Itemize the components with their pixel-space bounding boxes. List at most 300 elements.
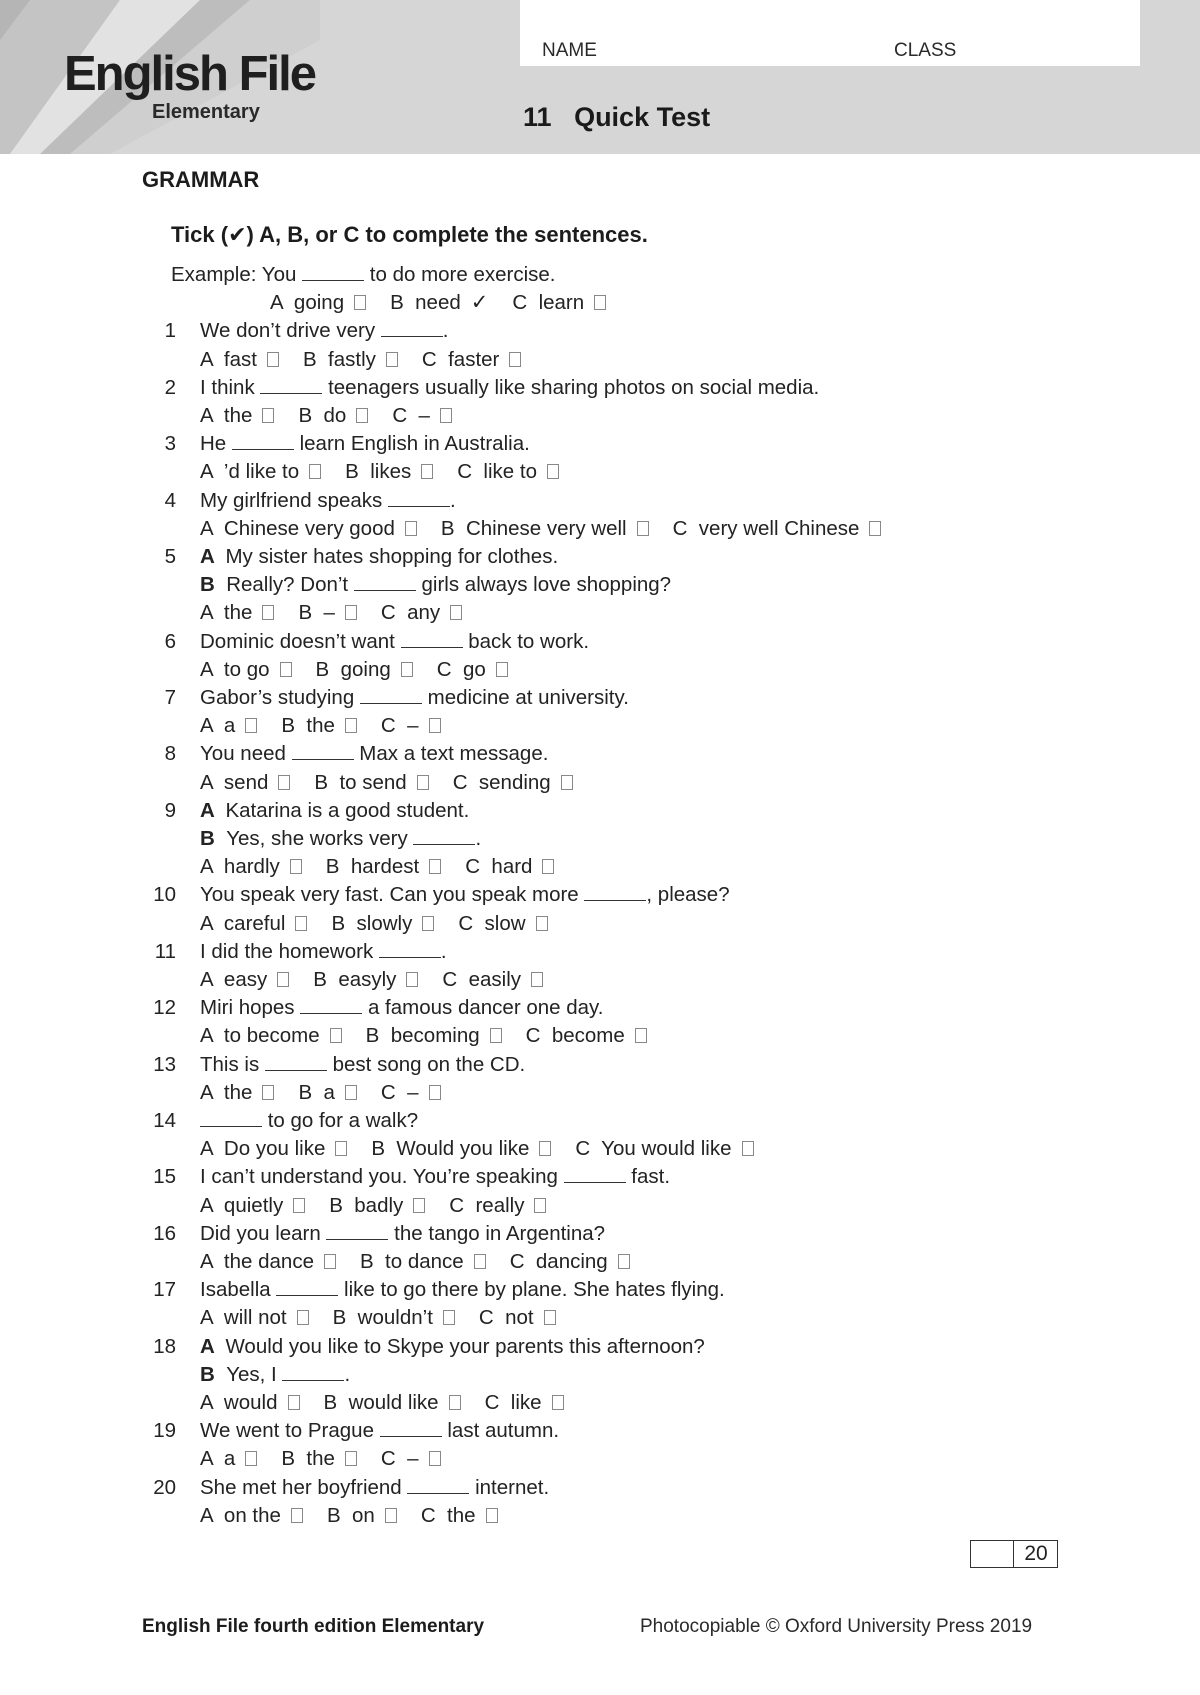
question-number: 20 <box>153 1475 176 1499</box>
question-12-option-a[interactable] <box>200 1024 342 1047</box>
option-label: B Would you like <box>371 1137 530 1161</box>
sentence-text: Really? Don’t <box>226 573 354 597</box>
checkbox[interactable] <box>421 464 433 479</box>
answer-gap <box>260 376 322 394</box>
checkbox[interactable] <box>293 1198 305 1213</box>
question-8-options <box>200 771 597 795</box>
question-8-option-b[interactable] <box>314 771 428 794</box>
question-8-option-c[interactable] <box>453 771 573 794</box>
speaker-label: B <box>200 1362 227 1386</box>
option-label: B going <box>315 657 391 681</box>
answer-gap <box>354 573 416 591</box>
sentence-text: . <box>475 827 482 850</box>
option-label: A ’d like to <box>200 460 300 484</box>
brand-logo <box>64 47 315 124</box>
question-10-option-c[interactable] <box>458 912 547 935</box>
sentence-text: medicine at university. <box>421 686 629 709</box>
question-17-sentence <box>200 1278 725 1302</box>
question-12-sentence <box>200 996 603 1020</box>
question-4-option-c[interactable] <box>673 517 882 540</box>
checkbox[interactable] <box>386 352 398 367</box>
checkbox[interactable] <box>309 464 321 479</box>
option-label: B hardest <box>325 855 420 879</box>
checkbox[interactable] <box>288 1395 300 1410</box>
question-12-option-c[interactable] <box>526 1024 647 1047</box>
option-label: A a <box>200 714 236 738</box>
option-label: C become <box>525 1024 625 1048</box>
option-label: C – <box>380 714 419 738</box>
sentence-text: back to work. <box>462 629 590 653</box>
answer-gap <box>407 1476 469 1494</box>
checkbox[interactable] <box>290 859 302 874</box>
question-16-option-b[interactable] <box>360 1250 486 1273</box>
sentence-text: , please? <box>646 883 730 907</box>
option-label: A hardly <box>200 855 280 879</box>
option-label: B likes <box>345 460 412 484</box>
question-10-sentence <box>200 883 730 907</box>
question-14-option-a[interactable] <box>200 1137 347 1160</box>
footer-edition: English File fourth edition Elementary <box>142 1616 485 1637</box>
checkbox[interactable] <box>429 1085 441 1100</box>
speaker-label: A <box>200 798 226 822</box>
option-label: B – <box>298 601 335 625</box>
answer-gap <box>232 432 294 450</box>
question-4-option-b[interactable] <box>441 517 649 540</box>
checkbox[interactable] <box>262 408 274 423</box>
example-option-a[interactable] <box>270 291 366 314</box>
question-14-sentence <box>200 1109 418 1133</box>
question-6-option-a[interactable] <box>200 658 292 681</box>
question-11-option-c[interactable] <box>442 968 543 991</box>
option-label: C the <box>420 1503 476 1527</box>
checkbox[interactable] <box>618 1254 630 1269</box>
question-number: 14 <box>153 1109 176 1132</box>
sentence-text: learn English in Australia. <box>293 432 530 456</box>
question-13-sentence <box>200 1053 525 1077</box>
option-label: C dancing <box>509 1250 608 1273</box>
question-number: 9 <box>164 798 176 822</box>
answer-gap <box>292 742 354 760</box>
question-20-option-a[interactable] <box>200 1504 303 1527</box>
checkbox[interactable] <box>542 859 554 874</box>
checkbox[interactable] <box>490 1028 502 1043</box>
checkbox[interactable] <box>295 916 307 931</box>
sentence-text: internet. <box>469 1475 550 1499</box>
test-number: 11 <box>523 102 552 132</box>
sentence-text: We don’t drive very <box>200 319 381 343</box>
sentence-text: . <box>442 319 449 343</box>
checkbox[interactable] <box>429 859 441 874</box>
answer-gap <box>381 319 443 337</box>
checkbox[interactable] <box>291 1508 303 1523</box>
checkbox[interactable] <box>413 1198 425 1213</box>
question-11-sentence <box>200 940 447 964</box>
question-5-sentence <box>200 573 671 597</box>
option-label: A the dance <box>200 1250 314 1273</box>
question-4-sentence <box>200 489 456 513</box>
question-2-options <box>200 404 476 428</box>
checkbox[interactable] <box>277 972 289 987</box>
question-14-option-b[interactable] <box>371 1137 551 1160</box>
option-label: A will not <box>200 1306 287 1330</box>
question-4-option-a[interactable] <box>200 517 417 540</box>
question-number: 3 <box>164 432 176 456</box>
page-header <box>0 0 1200 154</box>
answer-gap <box>276 1278 338 1296</box>
sentence-text: to go for a walk? <box>262 1109 419 1132</box>
question-19-option-b[interactable] <box>281 1447 357 1470</box>
sentence-text: I can’t understand you. You’re speaking <box>200 1165 564 1189</box>
question-number: 17 <box>153 1278 176 1302</box>
score-box <box>970 1540 1058 1568</box>
option-label: B would like <box>323 1391 439 1414</box>
question-18-option-b[interactable] <box>324 1391 461 1414</box>
option-label: C very well Chinese <box>672 516 860 540</box>
sentence-text: You speak very fast. Can you speak more <box>200 883 585 907</box>
question-6-option-b[interactable] <box>316 658 413 681</box>
question-17-option-c[interactable] <box>479 1306 556 1329</box>
sentence-text: a famous dancer one day. <box>362 996 604 1020</box>
question-5-option-a[interactable] <box>200 601 274 624</box>
question-11-option-a[interactable] <box>200 968 289 991</box>
checkbox[interactable] <box>561 775 573 790</box>
checkbox[interactable] <box>406 972 418 987</box>
checkbox[interactable] <box>539 1141 551 1156</box>
checkbox[interactable] <box>297 1310 309 1325</box>
option-label: B becoming <box>365 1024 480 1048</box>
answer-gap <box>326 1222 388 1240</box>
sentence-text: like to go there by plane. She hates flying. <box>338 1278 725 1302</box>
example-option-b[interactable] <box>390 291 488 314</box>
option-label: C slow <box>458 911 526 935</box>
sentence-text: Miri hopes <box>200 996 301 1020</box>
question-number: 8 <box>164 742 176 766</box>
question-number: 11 <box>154 939 176 963</box>
checkbox[interactable] <box>869 521 881 536</box>
speaker-label: B <box>200 573 227 597</box>
checkbox[interactable] <box>422 916 434 931</box>
question-13-option-a[interactable] <box>200 1081 274 1104</box>
question-17-option-a[interactable] <box>200 1306 309 1329</box>
checkbox[interactable] <box>449 1395 461 1410</box>
sentence-text: . <box>344 1362 351 1386</box>
option-label: A to become <box>200 1024 320 1048</box>
checkbox[interactable] <box>267 352 279 367</box>
checkbox[interactable] <box>356 408 368 423</box>
question-1-options <box>200 348 545 372</box>
speaker-label: A <box>200 1334 226 1358</box>
option-label: A easy <box>200 968 268 991</box>
checkbox[interactable] <box>417 775 429 790</box>
option-label: A to go <box>200 657 270 681</box>
question-20-option-c[interactable] <box>421 1504 498 1527</box>
option-label: B the <box>281 1447 335 1471</box>
sentence-text: She met her boyfriend <box>200 1475 408 1499</box>
question-7-option-a[interactable] <box>200 714 257 737</box>
checkbox[interactable] <box>262 605 274 620</box>
checkbox[interactable] <box>245 718 257 733</box>
brand-level: Elementary <box>152 101 260 123</box>
question-17-options <box>200 1306 580 1330</box>
option-label: A the <box>200 404 253 427</box>
checkbox[interactable] <box>531 972 543 987</box>
question-5-options <box>200 601 486 625</box>
checkbox[interactable] <box>474 1254 486 1269</box>
sentence-text: Katarina is a good student. <box>225 798 470 822</box>
sentence-text: He <box>200 432 232 456</box>
checkbox[interactable] <box>486 1508 498 1523</box>
question-number: 13 <box>153 1052 176 1076</box>
answer-gap <box>388 489 450 507</box>
checkbox[interactable] <box>385 1508 397 1523</box>
example-option-c[interactable] <box>512 291 606 314</box>
option-label: B the <box>281 714 335 738</box>
sentence-text: We went to Prague <box>200 1419 380 1443</box>
question-20-sentence <box>200 1476 549 1500</box>
question-1-sentence <box>200 319 448 343</box>
answer-gap <box>379 940 441 958</box>
example-text: to do more exercise. <box>364 263 556 286</box>
option-label: A a <box>200 1447 236 1471</box>
question-8-option-a[interactable] <box>200 771 290 794</box>
checkbox[interactable] <box>405 521 417 536</box>
question-4-options <box>200 517 905 541</box>
option-label: A the <box>200 601 253 625</box>
question-19-sentence <box>200 1419 559 1443</box>
sentence-text: fast. <box>625 1165 671 1189</box>
option-label: C – <box>392 404 430 427</box>
option-label: A Chinese very good <box>200 516 395 540</box>
question-5-option-b[interactable] <box>298 601 356 624</box>
example-text: Example: You <box>171 263 303 286</box>
sentence-text: You need <box>200 742 292 766</box>
question-16-options <box>200 1250 654 1274</box>
question-3-option-b[interactable] <box>345 460 433 483</box>
question-9-option-c[interactable] <box>465 855 554 878</box>
question-10-option-b[interactable] <box>331 912 434 935</box>
sentence-text: Gabor’s studying <box>200 686 360 709</box>
option-label: C You would like <box>575 1137 732 1161</box>
score-total: 20 <box>1024 1542 1048 1565</box>
section-title: GRAMMAR <box>142 167 260 192</box>
checkbox[interactable] <box>534 1198 546 1213</box>
checkbox[interactable] <box>245 1451 257 1466</box>
instruction: Tick (✔) A, B, or C to complete the sentences. <box>171 222 648 247</box>
question-9-sentence <box>200 799 469 823</box>
question-number: 18 <box>153 1334 176 1358</box>
question-number: 12 <box>153 996 176 1020</box>
question-18-sentence <box>200 1363 350 1387</box>
option-label: B slowly <box>331 911 413 935</box>
question-5-option-c[interactable] <box>381 601 462 624</box>
question-2-option-c[interactable] <box>392 404 452 427</box>
score-entry-field[interactable] <box>971 1541 1014 1567</box>
checkbox[interactable] <box>401 662 413 677</box>
question-18-options <box>200 1391 588 1415</box>
option-label: C like <box>484 1391 542 1414</box>
option-label: A send <box>200 770 269 794</box>
question-15-option-a[interactable] <box>200 1194 305 1217</box>
question-3-option-a[interactable] <box>200 460 321 483</box>
question-6-sentence <box>200 630 589 654</box>
checkbox[interactable] <box>429 718 441 733</box>
example-gap <box>302 263 364 281</box>
sentence-text: best song on the CD. <box>326 1052 526 1076</box>
example-options <box>270 291 630 315</box>
name-class-box <box>520 0 1140 66</box>
question-15-option-c[interactable] <box>449 1194 546 1217</box>
option-label: C sending <box>452 770 551 794</box>
question-12-option-b[interactable] <box>366 1024 502 1047</box>
question-7-option-b[interactable] <box>281 714 357 737</box>
question-15-sentence <box>200 1165 670 1189</box>
checkbox[interactable] <box>544 1310 556 1325</box>
option-label: B easyly <box>313 968 397 991</box>
checkbox[interactable] <box>496 662 508 677</box>
question-13-option-c[interactable] <box>381 1081 441 1104</box>
sentence-text: My girlfriend speaks <box>200 488 388 512</box>
question-1-option-c[interactable] <box>422 348 521 371</box>
question-15-option-b[interactable] <box>329 1194 425 1217</box>
option-label: C faster <box>421 347 500 371</box>
question-number: 16 <box>153 1221 176 1245</box>
checkbox[interactable] <box>335 1141 347 1156</box>
name-label: NAME <box>542 40 597 61</box>
answer-gap <box>413 827 475 845</box>
option-label: C go <box>436 657 486 681</box>
question-11-option-b[interactable] <box>313 968 418 991</box>
question-16-sentence <box>200 1222 605 1246</box>
footer-copyright: Photocopiable © Oxford University Press 2019 <box>640 1616 1033 1637</box>
sentence-text: This is <box>200 1052 265 1076</box>
question-2-option-b[interactable] <box>298 404 368 427</box>
question-18-option-c[interactable] <box>485 1391 564 1414</box>
question-16-option-c[interactable] <box>510 1250 630 1273</box>
question-3-options <box>200 460 583 484</box>
question-9-sentence <box>200 827 481 851</box>
sentence-text: the tango in Argentina? <box>388 1221 606 1245</box>
question-7-option-c[interactable] <box>381 714 441 737</box>
question-6-option-c[interactable] <box>437 658 508 681</box>
question-17-option-b[interactable] <box>333 1306 455 1329</box>
sentence-text: I did the homework <box>200 939 379 963</box>
question-19-option-c[interactable] <box>381 1447 441 1470</box>
checkbox[interactable] <box>324 1254 336 1269</box>
test-name: Quick Test <box>574 102 711 132</box>
checkbox[interactable] <box>330 1028 342 1043</box>
sentence-text: Yes, I <box>226 1362 283 1386</box>
option-label: B on <box>326 1503 375 1527</box>
checkbox[interactable] <box>547 464 559 479</box>
answer-gap <box>300 996 362 1014</box>
checkbox[interactable] <box>742 1141 754 1156</box>
question-18-option-a[interactable] <box>200 1391 300 1414</box>
question-1-option-a[interactable] <box>200 348 279 371</box>
question-number: 10 <box>153 883 176 907</box>
option-label: C really <box>449 1193 525 1217</box>
question-number: 19 <box>153 1419 176 1443</box>
question-14-options <box>200 1137 778 1161</box>
answer-gap <box>401 630 463 648</box>
question-10-options <box>200 912 572 936</box>
option-label: C learn <box>512 291 585 315</box>
checkbox[interactable] <box>594 295 606 310</box>
question-10-option-a[interactable] <box>200 912 307 935</box>
option-label: B Chinese very well <box>440 516 627 540</box>
option-label: A the <box>200 1080 253 1104</box>
question-19-options <box>200 1447 465 1471</box>
checkbox[interactable] <box>278 775 290 790</box>
answer-gap <box>360 686 422 704</box>
question-number: 1 <box>164 319 176 343</box>
option-label: B a <box>298 1080 335 1104</box>
checkbox[interactable] <box>280 662 292 677</box>
question-13-options <box>200 1081 465 1105</box>
question-9-option-a[interactable] <box>200 855 302 878</box>
question-13-option-b[interactable] <box>298 1081 356 1104</box>
question-9-option-b[interactable] <box>326 855 441 878</box>
option-label: C – <box>380 1447 419 1471</box>
checkbox[interactable] <box>354 295 366 310</box>
checkbox[interactable] <box>429 1451 441 1466</box>
sentence-text: teenagers usually like sharing photos on social media. <box>322 375 820 399</box>
question-5-sentence <box>200 545 558 569</box>
checkbox[interactable] <box>450 605 462 620</box>
option-label: A going <box>270 291 345 315</box>
option-label: A careful <box>200 911 286 935</box>
question-1-option-b[interactable] <box>303 348 398 371</box>
question-2-sentence <box>200 376 819 400</box>
checkbox[interactable] <box>635 1028 647 1043</box>
checkbox[interactable] <box>637 521 649 536</box>
sentence-text: last autumn. <box>441 1419 560 1443</box>
example-sentence <box>171 263 556 287</box>
option-label: B do <box>298 404 347 427</box>
question-6-options <box>200 658 532 682</box>
checkbox[interactable] <box>509 352 521 367</box>
option-label: C not <box>478 1306 534 1330</box>
question-number: 15 <box>153 1165 176 1189</box>
sentence-text: Isabella <box>200 1278 277 1302</box>
question-16-option-a[interactable] <box>200 1250 336 1273</box>
option-label: C – <box>380 1080 419 1104</box>
question-3-option-c[interactable] <box>457 460 559 483</box>
checkbox[interactable] <box>345 605 357 620</box>
option-label: B to send <box>314 770 407 794</box>
checkbox[interactable] <box>440 408 452 423</box>
checkbox[interactable] <box>345 718 357 733</box>
question-20-options <box>200 1504 522 1528</box>
checkbox[interactable] <box>536 916 548 931</box>
question-number: 6 <box>164 629 176 653</box>
question-15-options <box>200 1194 570 1218</box>
question-20-option-b[interactable] <box>327 1504 397 1527</box>
checkbox[interactable] <box>552 1395 564 1410</box>
option-label: B badly <box>329 1193 404 1217</box>
question-14-option-c[interactable] <box>575 1137 753 1160</box>
question-19-option-a[interactable] <box>200 1447 257 1470</box>
checkbox[interactable] <box>262 1085 274 1100</box>
test-title <box>523 102 710 133</box>
checkbox[interactable] <box>443 1310 455 1325</box>
question-2-option-a[interactable] <box>200 404 274 427</box>
checkbox[interactable] <box>345 1451 357 1466</box>
option-label: B to dance <box>359 1250 464 1273</box>
option-label: A fast <box>200 347 257 371</box>
option-label: B fastly <box>302 347 376 371</box>
option-label: A would <box>200 1391 278 1414</box>
checkbox[interactable] <box>345 1085 357 1100</box>
